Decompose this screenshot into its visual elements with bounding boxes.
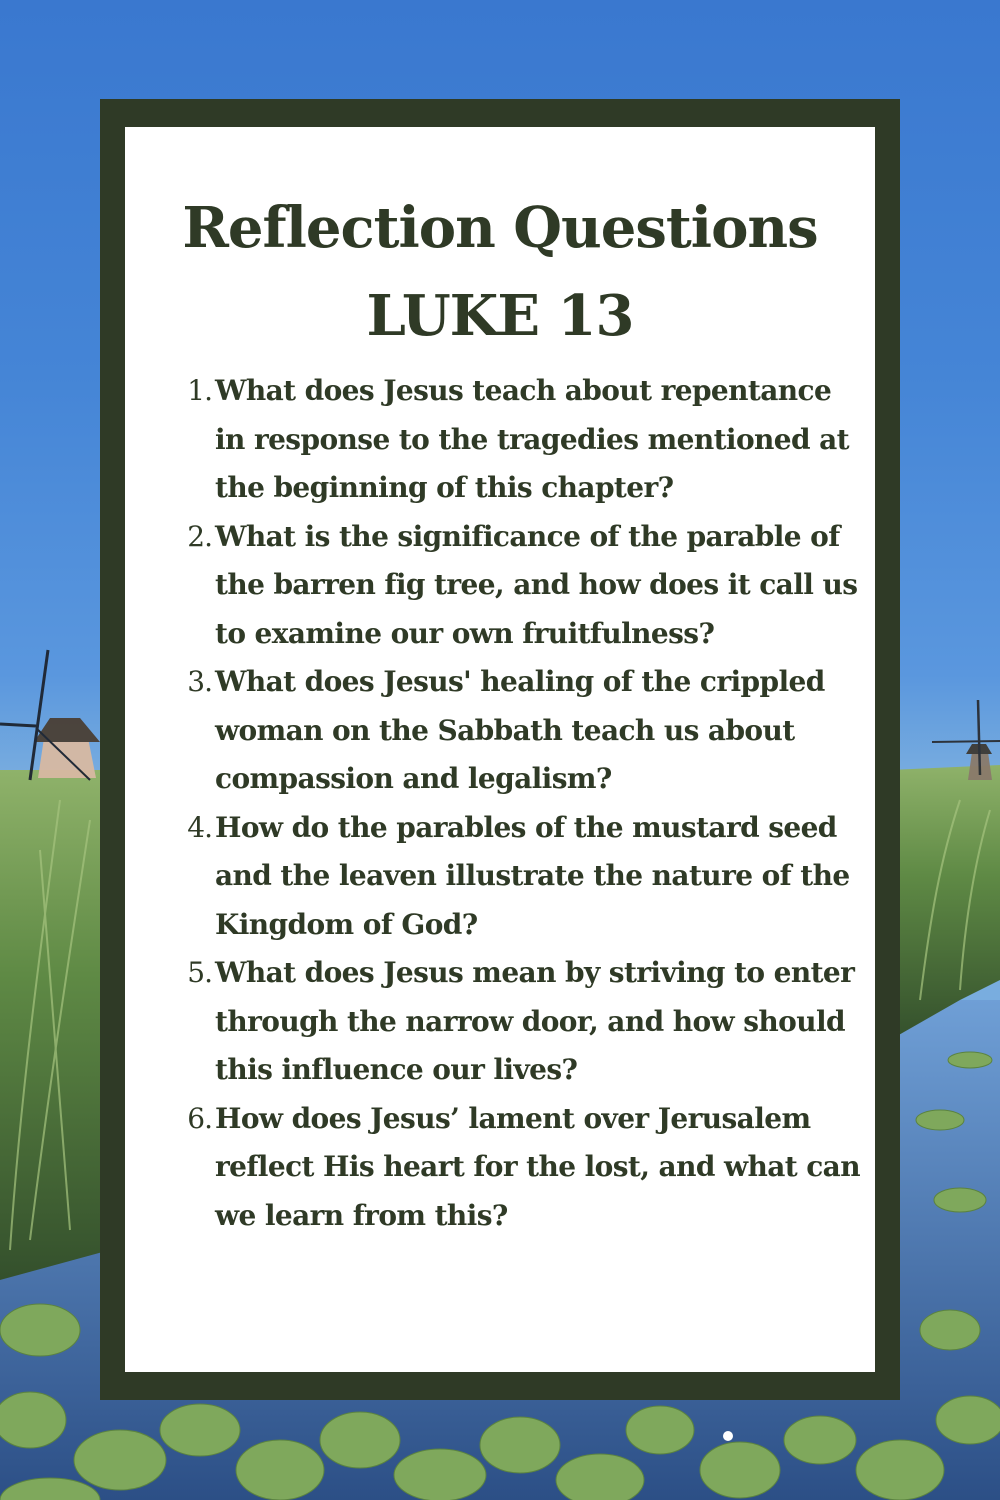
question-text: What does Jesus' healing of the crippled woman on the Sabbath teach us about compassion and legalism? [215, 665, 825, 795]
question-number: 3. [187, 665, 212, 698]
question-item [175, 1095, 865, 1241]
chapter-title: LUKE 13 [366, 283, 634, 349]
question-text: How does Jesus’ lament over Jerusalem reflect His heart for the lost, and what can we learn from this? [215, 1101, 860, 1232]
question-number: 5. [187, 956, 212, 989]
questions-list [175, 367, 865, 1240]
question-item [175, 658, 865, 804]
question-text: What is the significance of the parable of the barren fig tree, and how does it call us to examine our own fruitfulness? [215, 519, 858, 650]
question-item [175, 367, 865, 513]
water-lily-flower [723, 1431, 733, 1441]
question-number: 1. [187, 374, 212, 407]
question-number: 4. [187, 810, 212, 844]
question-text: What does Jesus teach about repentance in response to the tragedies mentioned at the beginning of this chapter? [215, 374, 850, 504]
question-text: How do the parables of the mustard seed and the leaven illustrate the nature of the Kingdom of God? [215, 810, 850, 941]
windmill-left [0, 650, 100, 780]
reflection-card [125, 127, 875, 1372]
question-item [175, 949, 865, 1095]
card-frame [100, 99, 900, 1400]
question-item [175, 513, 865, 659]
question-number: 2. [187, 519, 212, 553]
question-number: 6. [187, 1101, 212, 1135]
page-title: Reflection Questions [182, 195, 818, 261]
question-item [175, 804, 865, 950]
question-text: What does Jesus mean by striving to enter through the narrow door, and how should this influence our lives? [215, 956, 855, 1086]
